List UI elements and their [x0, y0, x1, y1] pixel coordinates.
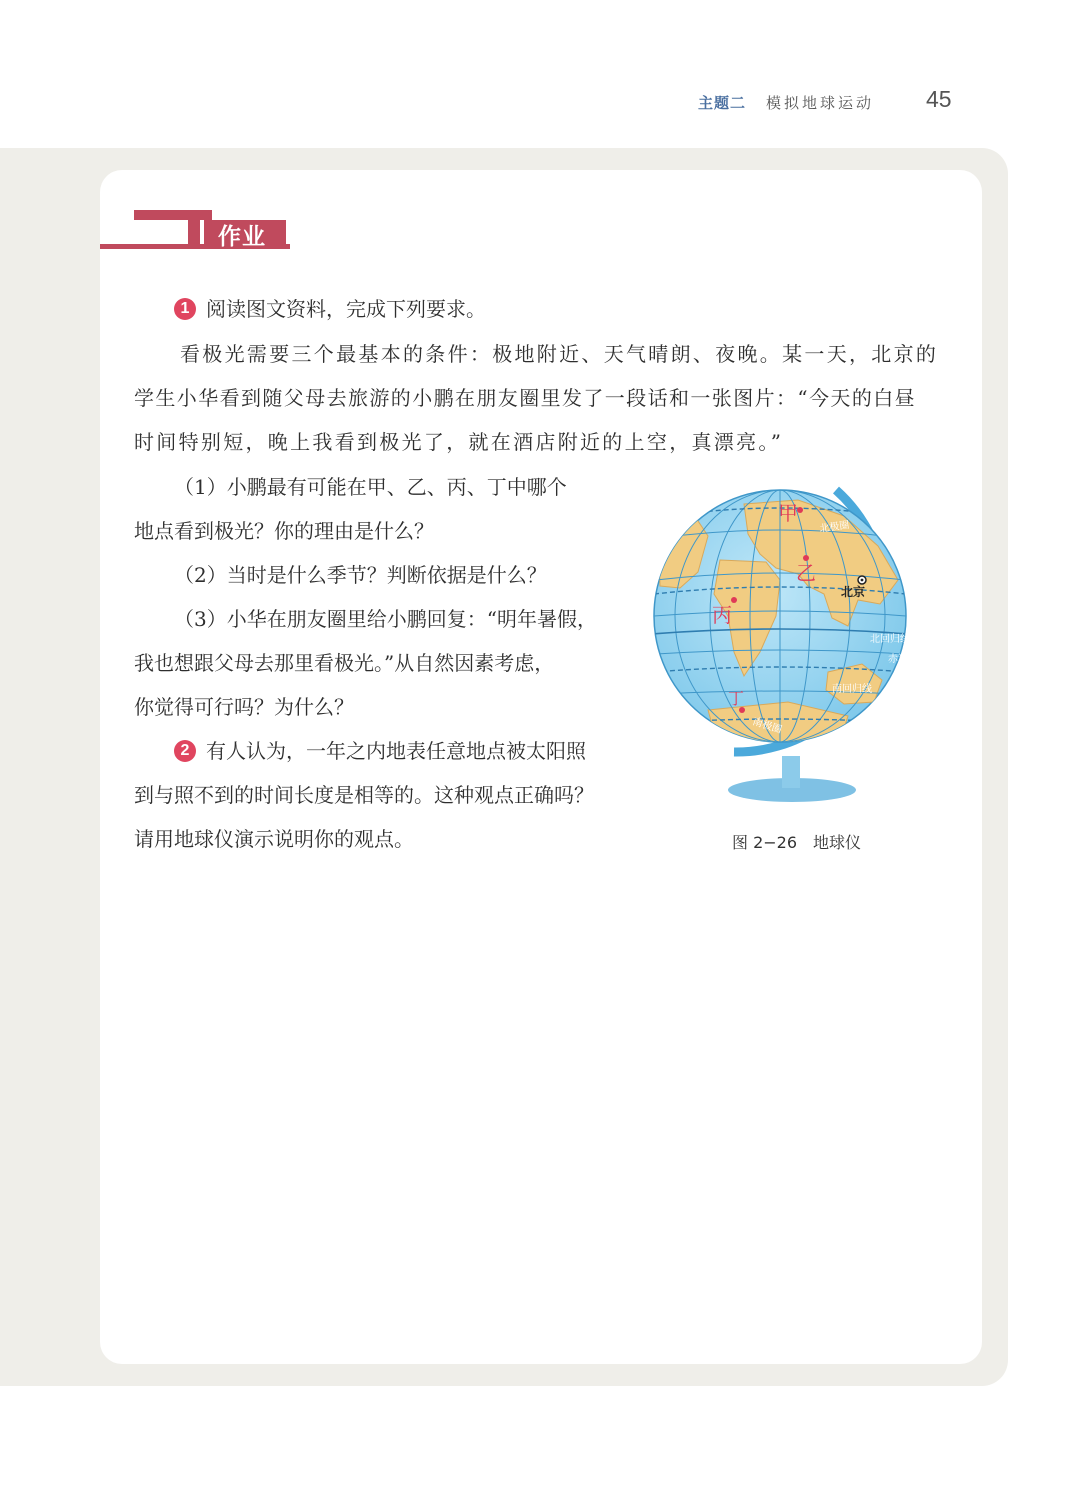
- sub-question-3: （3）小华在朋友圈里给小鹏回复：“明年暑假，: [174, 607, 597, 631]
- lat-label-equator: 赤道: [888, 654, 908, 665]
- sub-question-3-cont: 我也想跟父母去那里看极光。”从自然因素考虑，: [134, 651, 555, 675]
- question-2-line: 有人认为，一年之内地表任意地点被太阳照: [206, 739, 586, 763]
- question-1-prompt: 阅读图文资料，完成下列要求。: [206, 297, 486, 321]
- sub-question-3-cont: 你觉得可行吗？为什么？: [134, 695, 354, 719]
- question-2-line: 请用地球仪演示说明你的观点。: [134, 827, 414, 851]
- question-2-line: 到与照不到的时间长度是相等的。这种观点正确吗？: [134, 783, 594, 807]
- question-1-badge: 1: [174, 298, 196, 320]
- point-yi-label: 乙: [796, 561, 816, 585]
- question-2-badge: 2: [174, 740, 196, 762]
- passage-line: 时间特别短，晚上我看到极光了，就在酒店附近的上空，真漂亮。”: [134, 430, 784, 454]
- passage-line: 学生小华看到随父母去旅游的小鹏在朋友圈里发了一段话和一张图片：“今天的白昼: [134, 386, 917, 410]
- globe-figure: [648, 476, 948, 812]
- sub-question-2: （2）当时是什么季节？判断依据是什么？: [174, 563, 547, 587]
- sub-question-1: （1）小鹏最有可能在甲、乙、丙、丁中哪个: [174, 475, 567, 499]
- lat-label-tropic-n: 北回归线: [870, 634, 910, 645]
- section-label: 作业: [218, 224, 266, 250]
- lat-label-tropic-s: 南回归线: [832, 684, 872, 695]
- point-bing-label: 丙: [712, 603, 732, 627]
- page-number: 45: [926, 86, 952, 112]
- lat-label-arctic: 北极圈: [818, 519, 851, 535]
- passage-line: 看极光需要三个最基本的条件：极地附近、天气晴朗、夜晚。某一天，北京的: [180, 342, 939, 366]
- lat-label-antarctic: 南极圈: [751, 716, 784, 737]
- globe-stand-neck: [782, 756, 800, 788]
- figure-caption: 图 2−26 地球仪: [732, 833, 862, 852]
- point-ding-label: 丁: [728, 689, 745, 708]
- topic-label: 主题二: [698, 94, 747, 112]
- chapter-title: 模拟地球运动: [766, 94, 875, 112]
- point-jia-label: 甲: [778, 501, 798, 525]
- sub-question-1-cont: 地点看到极光？你的理由是什么？: [134, 519, 434, 543]
- running-head: [0, 86, 1080, 116]
- beijing-label: 北京: [841, 585, 866, 599]
